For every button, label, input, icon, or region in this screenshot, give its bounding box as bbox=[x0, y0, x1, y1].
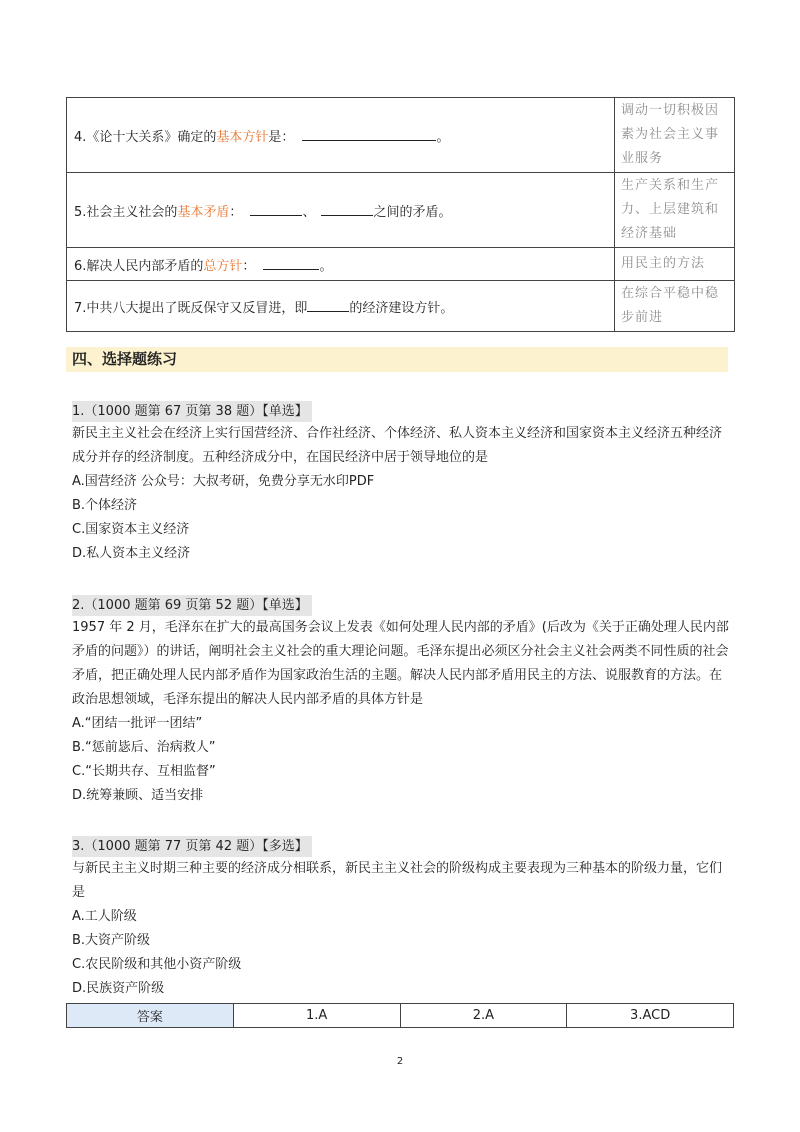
question-text: 与新民主主义时期三种主要的经济成分相联系，新民主主义社会的阶级构成主要表现为三种基本的阶级力量，它们是 bbox=[72, 861, 723, 900]
option-a: A.“团结一批评一团结” bbox=[72, 716, 203, 731]
option-c: C.国家资本主义经济 bbox=[72, 522, 190, 537]
question-block bbox=[72, 400, 732, 566]
option-b: B.“惩前毖后、治病救人” bbox=[72, 740, 216, 755]
table-row bbox=[67, 248, 735, 281]
answer-blank bbox=[250, 201, 302, 216]
answer-value: 3.ACD bbox=[567, 1004, 734, 1028]
answer-blank bbox=[321, 201, 373, 216]
question-block bbox=[72, 835, 732, 1001]
option-c: C.农民阶级和其他小资产阶级 bbox=[72, 957, 242, 972]
option-d: D.私人资本主义经济 bbox=[72, 546, 191, 561]
option-d: D.民族资产阶级 bbox=[72, 981, 165, 996]
answer-cell: 在综合平稳中稳步前进 bbox=[615, 281, 735, 332]
table-row bbox=[67, 1004, 734, 1028]
answer-cell: 用民主的方法 bbox=[615, 248, 735, 281]
answer-table bbox=[66, 1003, 734, 1028]
table-row bbox=[67, 173, 735, 248]
section-heading: 四、选择题练习 bbox=[66, 347, 728, 372]
fill-in-table bbox=[66, 97, 735, 332]
question-header: 1.（1000 题第 67 页第 38 题）【单选】 bbox=[72, 401, 312, 422]
option-d: D.统筹兼顾、适当安排 bbox=[72, 788, 204, 803]
question-cell: 7.中共八大提出了既反保守又反冒进，即 的经济建设方针。 bbox=[67, 281, 615, 332]
option-a: A.国营经济 公众号：大叔考研，免费分享无水印PDF bbox=[72, 474, 375, 489]
option-b: B.大资产阶级 bbox=[72, 933, 151, 948]
answer-blank bbox=[302, 126, 436, 141]
keyword-highlight: 总方针 bbox=[203, 258, 243, 274]
table-row bbox=[67, 281, 735, 332]
question-header: 3.（1000 题第 77 页第 42 题）【多选】 bbox=[72, 836, 312, 857]
option-a: A.工人阶级 bbox=[72, 909, 137, 924]
question-text: 1957 年 2 月，毛泽东在扩大的最高国务会议上发表《如何处理人民内部的矛盾》(后改为《关于正确处理人民内部矛盾的问题》）的讲话，阐明社会主义社会的重大理论问题。毛泽东提出必须区分社会主义社会两类不同性质的社会矛盾，把正确处理人民内部矛盾作为国家政治生活的主题。解决人民内部矛盾用民主的方法、说服教育的方法。在政治思想领域，毛泽东提出的解决人民内部矛盾的具体方针是 bbox=[72, 620, 729, 707]
option-c: C.“长期共存、互相监督” bbox=[72, 764, 216, 779]
question-text: 新民主主义社会在经济上实行国营经济、合作社经济、个体经济、私人资本主义经济和国家资本主义经济五种经济成分并存的经济制度。五种经济成分中，在国民经济中居于领导地位的是 bbox=[72, 426, 723, 465]
option-b: B.个体经济 bbox=[72, 498, 138, 513]
page-number: 2 bbox=[396, 1056, 404, 1067]
keyword-highlight: 基本方针 bbox=[216, 129, 269, 145]
question-cell: 6.解决人民内部矛盾的总方针： 。 bbox=[67, 248, 615, 281]
question-cell: 4.《论十大关系》确定的基本方针是： 。 bbox=[67, 98, 615, 173]
answer-value: 1.A bbox=[233, 1004, 400, 1028]
question-block bbox=[72, 594, 732, 808]
question-cell: 5.社会主义社会的基本矛盾： 、 之间的矛盾。 bbox=[67, 173, 615, 248]
keyword-highlight: 基本矛盾 bbox=[177, 204, 230, 220]
answer-blank bbox=[307, 297, 349, 312]
question-header: 2.（1000 题第 69 页第 52 题）【单选】 bbox=[72, 595, 312, 616]
answer-cell: 生产关系和生产力、上层建筑和经济基础 bbox=[615, 173, 735, 248]
answer-blank bbox=[263, 255, 319, 270]
answer-cell: 调动一切积极因素为社会主义事业服务 bbox=[615, 98, 735, 173]
table-row bbox=[67, 98, 735, 173]
answer-value: 2.A bbox=[400, 1004, 567, 1028]
answer-label: 答案 bbox=[67, 1004, 234, 1028]
